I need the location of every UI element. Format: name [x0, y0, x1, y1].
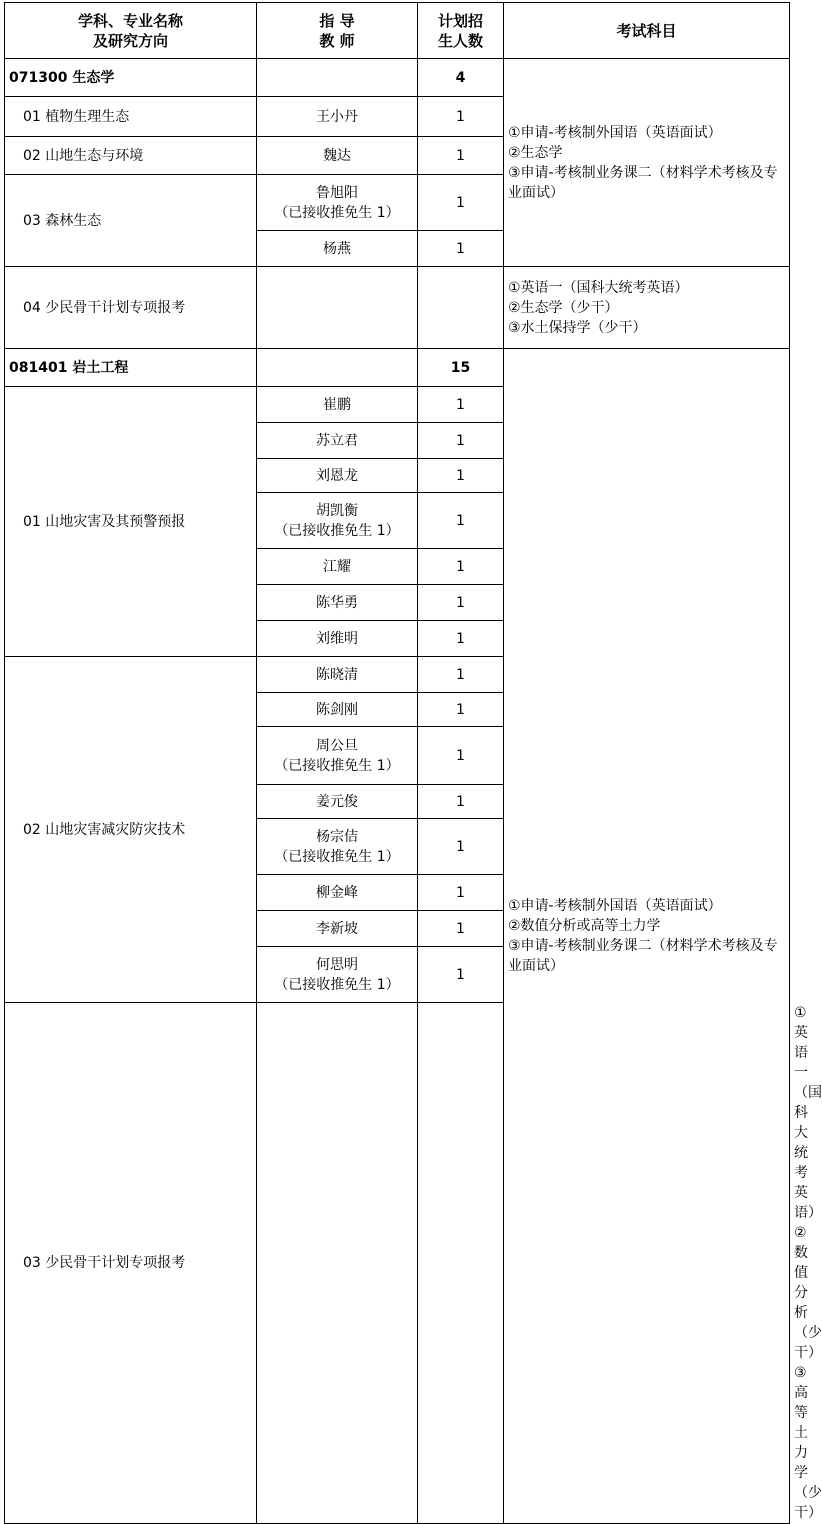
advisor-name: 杨燕 [257, 231, 418, 267]
quota-empty-cell [418, 1003, 504, 1524]
exam-subjects: ①英语一（国科大统考英语） ②生态学（少干） ③水土保持学（少干） [504, 267, 790, 349]
advisor-name: 鲁旭阳 （已接收推免生 1） [257, 175, 418, 231]
major-row [5, 59, 790, 97]
header-exam: 考试科目 [504, 3, 790, 59]
advisor-quota: 1 [418, 911, 504, 947]
direction-row: 03 少民骨干计划专项报考 ①英语一（国科大统考英语） ②数值分析（少干） ③高等土力学（少干） [5, 1003, 790, 1524]
advisor-name: 周公旦 （已接收推免生 1） [257, 727, 418, 785]
advisor-name: 刘恩龙 [257, 459, 418, 493]
direction-name: 01 山地灾害及其预警预报 [5, 387, 257, 657]
advisor-quota: 1 [418, 947, 504, 1003]
advisor-quota: 1 [418, 387, 504, 423]
advisor-quota: 1 [418, 875, 504, 911]
major-advisor-cell [257, 59, 418, 97]
advisor-quota: 1 [418, 585, 504, 621]
header-advisor: 指 导 教 师 [257, 3, 418, 59]
advisor-name: 陈剑刚 [257, 693, 418, 727]
advisor-quota: 1 [418, 621, 504, 657]
exam-subjects: ①申请-考核制外国语（英语面试） ②数值分析或高等土力学 ③申请-考核制业务课二（材料学术考核及专业面试） [504, 349, 790, 1524]
advisor-quota: 1 [418, 785, 504, 819]
direction-name: 02 山地灾害减灾防灾技术 [5, 657, 257, 1003]
direction-name: 01 植物生理生态 [5, 97, 257, 137]
advisor-name: 苏立君 [257, 423, 418, 459]
header-quota: 计划招 生人数 [418, 3, 504, 59]
advisor-quota: 1 [418, 97, 504, 137]
advisor-name: 姜元俊 [257, 785, 418, 819]
advisor-name: 崔鹏 [257, 387, 418, 423]
exam-subjects: ①申请-考核制外国语（英语面试） ②生态学 ③申请-考核制业务课二（材料学术考核及专业面试） [504, 59, 790, 267]
advisor-empty-cell [257, 267, 418, 349]
quota-empty-cell [418, 267, 504, 349]
advisor-empty-cell [257, 1003, 418, 1524]
enrollment-table [4, 2, 822, 1524]
advisor-name: 王小丹 [257, 97, 418, 137]
major-row [5, 349, 790, 387]
major-name: 081401 岩土工程 [5, 349, 257, 387]
direction-name: 03 森林生态 [5, 175, 257, 267]
direction-row [5, 267, 790, 349]
advisor-quota: 1 [418, 231, 504, 267]
advisor-name: 刘维明 [257, 621, 418, 657]
major-name: 071300 生态学 [5, 59, 257, 97]
advisor-name: 陈华勇 [257, 585, 418, 621]
advisor-quota: 1 [418, 423, 504, 459]
major-quota: 15 [418, 349, 504, 387]
advisor-name: 何思明 （已接收推免生 1） [257, 947, 418, 1003]
advisor-quota: 1 [418, 819, 504, 875]
advisor-quota: 1 [418, 693, 504, 727]
advisor-quota: 1 [418, 137, 504, 175]
header-subject: 学科、专业名称 及研究方向 [5, 3, 257, 59]
advisor-quota: 1 [418, 459, 504, 493]
advisor-name: 杨宗佶 （已接收推免生 1） [257, 819, 418, 875]
major-quota: 4 [418, 59, 504, 97]
advisor-quota: 1 [418, 493, 504, 549]
advisor-name: 江耀 [257, 549, 418, 585]
direction-name: 04 少民骨干计划专项报考 [5, 267, 257, 349]
advisor-quota: 1 [418, 175, 504, 231]
advisor-name: 柳金峰 [257, 875, 418, 911]
direction-name: 02 山地生态与环境 [5, 137, 257, 175]
direction-name: 03 少民骨干计划专项报考 [5, 1003, 257, 1524]
header-row [5, 3, 790, 59]
advisor-name: 胡凯衡 （已接收推免生 1） [257, 493, 418, 549]
advisor-name: 李新坡 [257, 911, 418, 947]
advisor-quota: 1 [418, 657, 504, 693]
advisor-name: 陈晓清 [257, 657, 418, 693]
advisor-name: 魏达 [257, 137, 418, 175]
advisor-quota: 1 [418, 727, 504, 785]
major-advisor-cell [257, 349, 418, 387]
advisor-quota: 1 [418, 549, 504, 585]
